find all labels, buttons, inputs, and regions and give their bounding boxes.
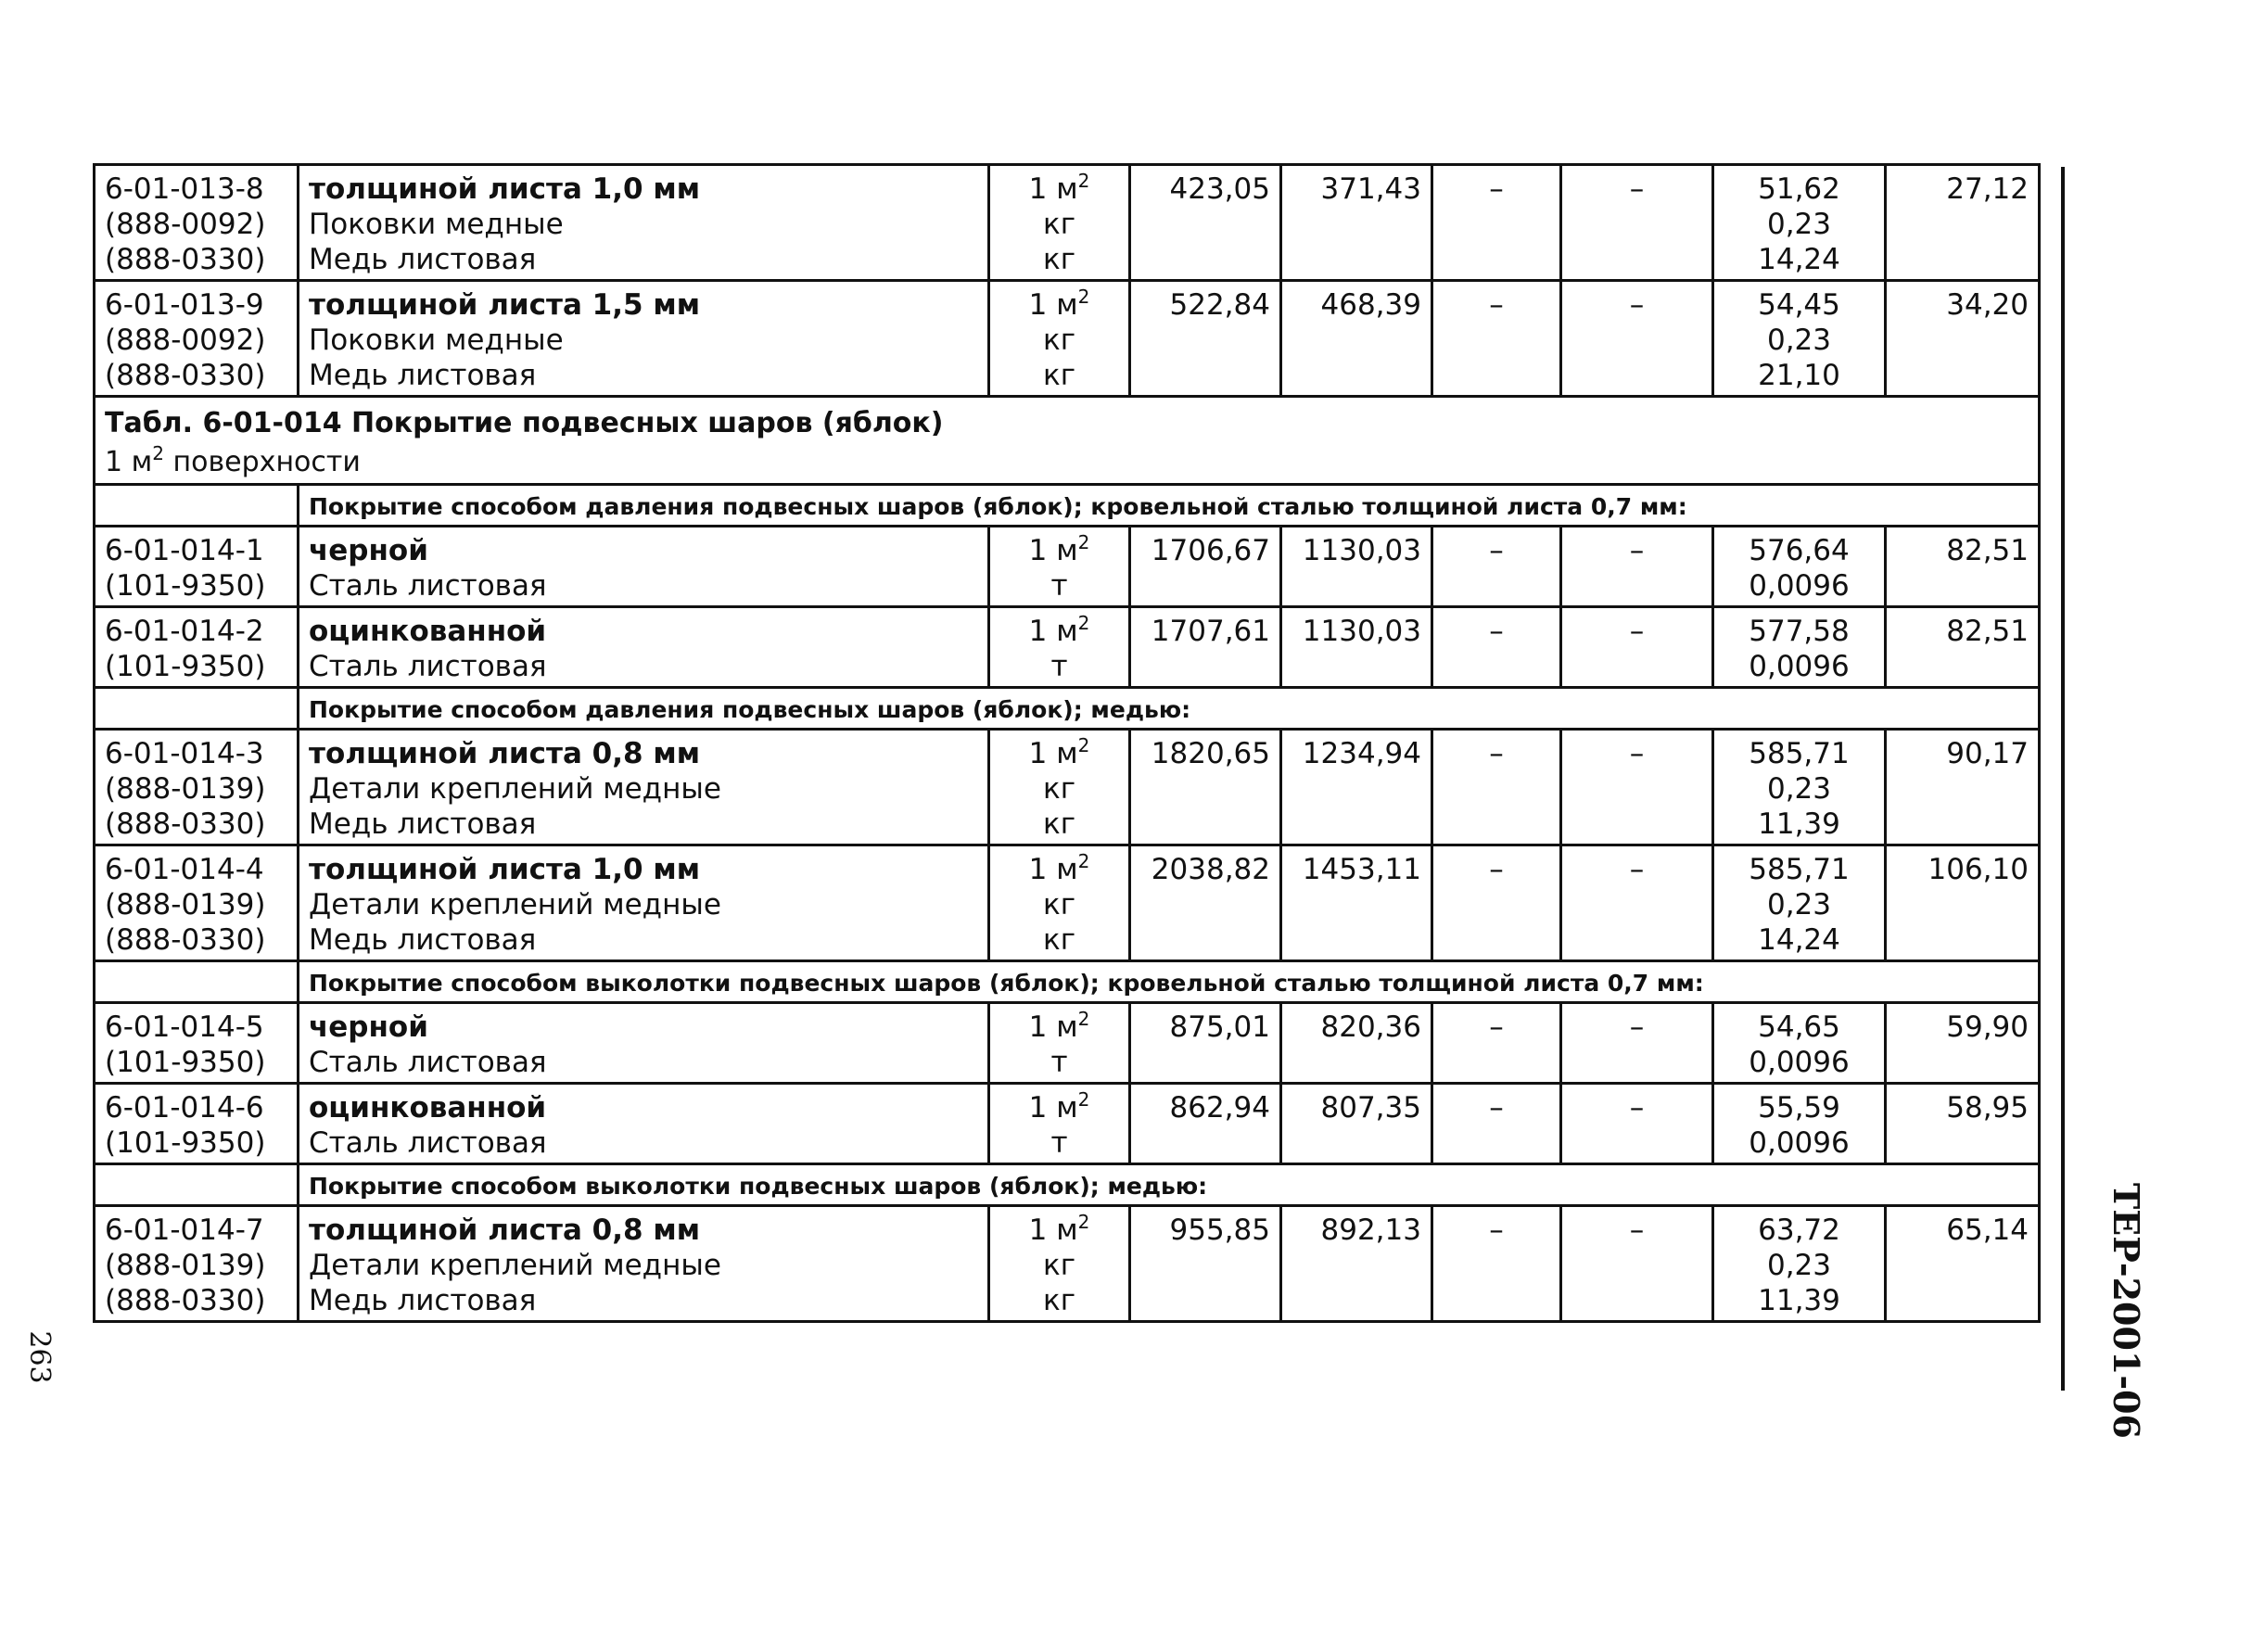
rate-unit: [999, 533, 1119, 568]
materials-cell: [1713, 1206, 1886, 1322]
materials-cell: [1713, 527, 1886, 607]
rate-unit-cell: [989, 1003, 1130, 1084]
resource-code: (888-0139): [105, 772, 266, 806]
resource-name: Медь листовая: [309, 243, 537, 276]
rate-title: черной: [309, 1010, 428, 1044]
document-code: ТЕР-2001-06: [2106, 1183, 2147, 1440]
rate-row: [95, 1206, 2040, 1322]
rate-unit-exponent: 2: [1077, 850, 1090, 872]
labor-cost: 82,51: [1886, 527, 2040, 607]
rate-description-cell: [299, 1206, 989, 1322]
rate-title: толщиной листа 1,0 мм: [309, 172, 701, 206]
machine-wages-cost: –: [1561, 281, 1713, 397]
rate-title: оцинкованной: [309, 615, 547, 648]
rate-unit-text: 1 м: [1028, 853, 1078, 886]
resource-name: Сталь листовая: [309, 650, 547, 683]
wages-cost: 820,36: [1281, 1003, 1432, 1084]
rate-unit-text: 1 м: [1028, 615, 1078, 648]
resource-unit: кг: [1042, 324, 1075, 357]
rate-code: 6-01-014-7: [105, 1214, 264, 1247]
rate-unit-exponent: 2: [1077, 1008, 1090, 1030]
rate-row: [95, 845, 2040, 961]
machine-wages-cost: –: [1561, 1003, 1713, 1084]
resource-quantity: 0,23: [1766, 324, 1832, 357]
rate-description-cell: [299, 730, 989, 845]
resource-name: Детали креплений медные: [309, 888, 721, 921]
resource-quantity: 0,23: [1766, 772, 1832, 806]
resource-name: Сталь листовая: [309, 1046, 547, 1079]
resource-quantity: 0,0096: [1749, 1046, 1850, 1079]
rate-code-cell: [95, 730, 299, 845]
total-cost: 1820,65: [1130, 730, 1281, 845]
resource-quantity: 0,23: [1766, 208, 1832, 241]
rate-unit-exponent: 2: [1077, 286, 1090, 308]
resource-name: Сталь листовая: [309, 1126, 547, 1160]
rate-unit-cell: [989, 527, 1130, 607]
resource-name: Медь листовая: [309, 807, 537, 841]
resource-quantity: 0,0096: [1749, 569, 1850, 603]
resource-code: (888-0330): [105, 243, 266, 276]
total-cost: 423,05: [1130, 165, 1281, 281]
resource-code: (888-0139): [105, 1249, 266, 1282]
machine-cost: –: [1432, 281, 1561, 397]
rate-code: 6-01-014-4: [105, 853, 264, 886]
materials-cost: 585,71: [1749, 737, 1850, 770]
rate-code-cell: [95, 1206, 299, 1322]
wages-cost: 807,35: [1281, 1084, 1432, 1164]
rate-title: толщиной листа 1,5 мм: [309, 288, 701, 322]
rate-code-cell: [95, 1003, 299, 1084]
total-cost: 875,01: [1130, 1003, 1281, 1084]
resource-code: (888-0139): [105, 888, 266, 921]
rate-code-cell: [95, 165, 299, 281]
resource-code: (101-9350): [105, 569, 266, 603]
materials-cost: 576,64: [1749, 534, 1850, 567]
rate-code-cell: [95, 845, 299, 961]
subheading-row: [95, 961, 2040, 1003]
resource-unit: кг: [1042, 208, 1075, 241]
machine-cost: –: [1432, 607, 1561, 688]
group-subheading: Покрытие способом давления подвесных шаров (яблок); медью:: [299, 688, 2040, 730]
rate-unit: [999, 852, 1119, 887]
resource-code: (888-0330): [105, 1284, 266, 1317]
total-cost: 1706,67: [1130, 527, 1281, 607]
group-subheading: Покрытие способом выколотки подвесных шаров (яблок); кровельной сталью толщиной листа 0,7 мм:: [299, 961, 2040, 1003]
total-cost: 522,84: [1130, 281, 1281, 397]
rate-description-cell: [299, 845, 989, 961]
resource-name: Детали креплений медные: [309, 772, 721, 806]
rate-row: [95, 607, 2040, 688]
machine-cost: –: [1432, 730, 1561, 845]
subheading-row: [95, 485, 2040, 527]
labor-cost: 82,51: [1886, 607, 2040, 688]
materials-cost: 585,71: [1749, 853, 1850, 886]
rate-description-cell: [299, 1003, 989, 1084]
resource-code: (101-9350): [105, 650, 266, 683]
materials-cell: [1713, 1084, 1886, 1164]
resource-quantity: 0,0096: [1749, 1126, 1850, 1160]
machine-cost: –: [1432, 527, 1561, 607]
machine-wages-cost: –: [1561, 607, 1713, 688]
resource-name: Медь листовая: [309, 359, 537, 392]
resource-unit: кг: [1042, 359, 1075, 392]
resource-quantity: 14,24: [1758, 243, 1840, 276]
labor-cost: 90,17: [1886, 730, 2040, 845]
rate-unit-cell: [989, 607, 1130, 688]
resource-code: (888-0330): [105, 807, 266, 841]
rate-unit: [999, 614, 1119, 649]
section-header-row: [95, 397, 2040, 485]
resource-name: Сталь листовая: [309, 569, 547, 603]
resource-unit: кг: [1042, 888, 1075, 921]
resource-code: (888-0330): [105, 359, 266, 392]
rate-unit-cell: [989, 1206, 1130, 1322]
rate-unit-cell: [989, 1084, 1130, 1164]
rate-unit-exponent: 2: [1077, 734, 1090, 756]
machine-wages-cost: –: [1561, 1206, 1713, 1322]
rate-unit-cell: [989, 281, 1130, 397]
total-cost: 2038,82: [1130, 845, 1281, 961]
group-subheading: Покрытие способом давления подвесных шаров (яблок); кровельной сталью толщиной листа 0,7 мм:: [299, 485, 2040, 527]
resource-unit: кг: [1042, 807, 1075, 841]
rate-code: 6-01-014-1: [105, 534, 264, 567]
subheading-blank-cell: [95, 688, 299, 730]
materials-cost: 51,62: [1758, 172, 1840, 206]
subheading-blank-cell: [95, 485, 299, 527]
labor-cost: 27,12: [1886, 165, 2040, 281]
rate-unit-exponent: 2: [1077, 1211, 1090, 1233]
wages-cost: 1453,11: [1281, 845, 1432, 961]
rate-unit-cell: [989, 165, 1130, 281]
materials-cell: [1713, 281, 1886, 397]
machine-cost: –: [1432, 845, 1561, 961]
rate-unit-exponent: 2: [1077, 531, 1090, 553]
rate-unit-exponent: 2: [1077, 170, 1090, 192]
machine-wages-cost: –: [1561, 1084, 1713, 1164]
rate-unit-text: 1 м: [1028, 1010, 1078, 1044]
rate-description-cell: [299, 165, 989, 281]
rate-unit: [999, 736, 1119, 771]
resource-quantity: 0,0096: [1749, 650, 1850, 683]
wages-cost: 371,43: [1281, 165, 1432, 281]
rate-unit-exponent: 2: [1077, 1088, 1090, 1111]
rate-title: толщиной листа 1,0 мм: [309, 853, 701, 886]
rate-code: 6-01-014-5: [105, 1010, 264, 1044]
rate-row: [95, 165, 2040, 281]
resource-unit: т: [1050, 1126, 1068, 1160]
wages-cost: 1234,94: [1281, 730, 1432, 845]
resource-code: (101-9350): [105, 1046, 266, 1079]
resource-quantity: 0,23: [1766, 888, 1832, 921]
group-subheading: Покрытие способом выколотки подвесных шаров (яблок); медью:: [299, 1164, 2040, 1206]
section-title: Табл. 6-01-014 Покрытие подвесных шаров (яблок): [105, 407, 944, 439]
resource-name: Медь листовая: [309, 1284, 537, 1317]
resource-unit: кг: [1042, 923, 1075, 957]
rate-unit: [999, 287, 1119, 323]
resource-unit: т: [1050, 1046, 1068, 1079]
machine-cost: –: [1432, 1206, 1561, 1322]
machine-wages-cost: –: [1561, 527, 1713, 607]
rate-row: [95, 1084, 2040, 1164]
right-border-line: [2061, 167, 2065, 1391]
rate-code: 6-01-014-2: [105, 615, 264, 648]
resource-name: Детали креплений медные: [309, 1249, 721, 1282]
resource-name: Медь листовая: [309, 923, 537, 957]
rate-title: толщиной листа 0,8 мм: [309, 737, 701, 770]
rate-unit-text: 1 м: [1028, 288, 1078, 322]
rate-unit-text: 1 м: [1028, 534, 1078, 567]
materials-cell: [1713, 165, 1886, 281]
rates-table: [93, 163, 2041, 1323]
labor-cost: 106,10: [1886, 845, 2040, 961]
rate-unit-text: 1 м: [1028, 737, 1078, 770]
labor-cost: 58,95: [1886, 1084, 2040, 1164]
materials-cost: 63,72: [1758, 1214, 1840, 1247]
rate-description-cell: [299, 527, 989, 607]
rate-row: [95, 527, 2040, 607]
labor-cost: 65,14: [1886, 1206, 2040, 1322]
subheading-blank-cell: [95, 1164, 299, 1206]
rate-code-cell: [95, 1084, 299, 1164]
resource-name: Поковки медные: [309, 208, 564, 241]
materials-cost: 577,58: [1749, 615, 1850, 648]
machine-wages-cost: –: [1561, 845, 1713, 961]
machine-cost: –: [1432, 1003, 1561, 1084]
wages-cost: 1130,03: [1281, 607, 1432, 688]
rate-row: [95, 730, 2040, 845]
materials-cost: 54,45: [1758, 288, 1840, 322]
resource-quantity: 11,39: [1758, 807, 1840, 841]
rate-unit: [999, 172, 1119, 207]
rate-unit: [999, 1010, 1119, 1045]
page-number: 263: [23, 1330, 56, 1384]
resource-code: (888-0092): [105, 324, 266, 357]
rate-description-cell: [299, 281, 989, 397]
labor-cost: 59,90: [1886, 1003, 2040, 1084]
rate-code-cell: [95, 527, 299, 607]
resource-quantity: 21,10: [1758, 359, 1840, 392]
rate-row: [95, 281, 2040, 397]
subheading-row: [95, 1164, 2040, 1206]
resource-quantity: 0,23: [1766, 1249, 1832, 1282]
labor-cost: 34,20: [1886, 281, 2040, 397]
resource-unit: кг: [1042, 1284, 1075, 1317]
rate-title: оцинкованной: [309, 1091, 547, 1125]
materials-cost: 55,59: [1758, 1091, 1840, 1125]
rate-unit-exponent: 2: [1077, 612, 1090, 634]
total-cost: 955,85: [1130, 1206, 1281, 1322]
materials-cell: [1713, 730, 1886, 845]
section-unit-prefix: 1 м: [105, 446, 153, 478]
rate-code-cell: [95, 281, 299, 397]
subheading-row: [95, 688, 2040, 730]
machine-wages-cost: –: [1561, 730, 1713, 845]
rate-unit-text: 1 м: [1028, 172, 1078, 206]
rate-code: 6-01-014-3: [105, 737, 264, 770]
resource-unit: т: [1050, 569, 1068, 603]
rate-code: 6-01-014-6: [105, 1091, 264, 1125]
rate-unit: [999, 1213, 1119, 1248]
resource-code: (888-0330): [105, 923, 266, 957]
rate-description-cell: [299, 1084, 989, 1164]
subheading-blank-cell: [95, 961, 299, 1003]
resource-name: Поковки медные: [309, 324, 564, 357]
section-unit-suffix: поверхности: [164, 446, 361, 478]
rate-row: [95, 1003, 2040, 1084]
section-header: [95, 397, 2040, 485]
resource-code: (888-0092): [105, 208, 266, 241]
total-cost: 1707,61: [1130, 607, 1281, 688]
materials-cell: [1713, 607, 1886, 688]
materials-cell: [1713, 1003, 1886, 1084]
rate-description-cell: [299, 607, 989, 688]
total-cost: 862,94: [1130, 1084, 1281, 1164]
rate-title: толщиной листа 0,8 мм: [309, 1214, 701, 1247]
machine-wages-cost: –: [1561, 165, 1713, 281]
rate-unit-cell: [989, 730, 1130, 845]
section-unit-exponent: 2: [152, 442, 164, 464]
resource-unit: кг: [1042, 243, 1075, 276]
section-unit: [105, 444, 2029, 481]
resource-code: (101-9350): [105, 1126, 266, 1160]
rate-unit-text: 1 м: [1028, 1091, 1078, 1125]
rate-unit: [999, 1090, 1119, 1125]
resource-unit: т: [1050, 650, 1068, 683]
wages-cost: 468,39: [1281, 281, 1432, 397]
rate-title: черной: [309, 534, 428, 567]
rate-unit-text: 1 м: [1028, 1214, 1078, 1247]
rates-table-body: [95, 165, 2040, 1322]
wages-cost: 892,13: [1281, 1206, 1432, 1322]
wages-cost: 1130,03: [1281, 527, 1432, 607]
resource-unit: кг: [1042, 772, 1075, 806]
rate-code-cell: [95, 607, 299, 688]
resource-quantity: 11,39: [1758, 1284, 1840, 1317]
resource-quantity: 14,24: [1758, 923, 1840, 957]
rate-code: 6-01-013-8: [105, 172, 264, 206]
resource-unit: кг: [1042, 1249, 1075, 1282]
rate-code: 6-01-013-9: [105, 288, 264, 322]
rate-unit-cell: [989, 845, 1130, 961]
machine-cost: –: [1432, 165, 1561, 281]
machine-cost: –: [1432, 1084, 1561, 1164]
materials-cost: 54,65: [1758, 1010, 1840, 1044]
materials-cell: [1713, 845, 1886, 961]
